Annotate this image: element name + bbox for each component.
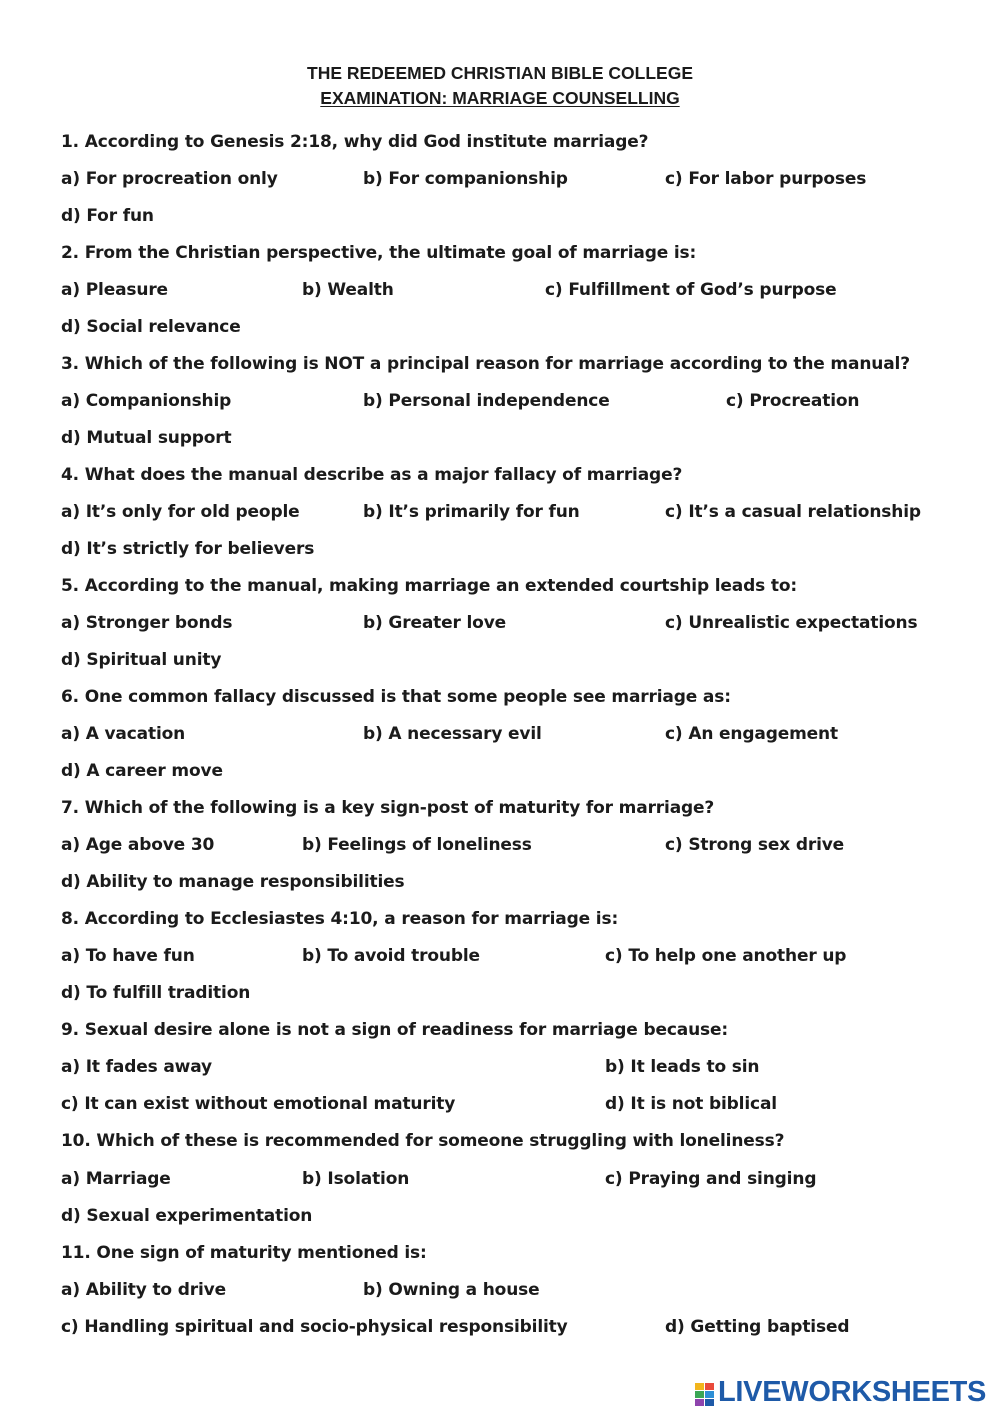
question-8-text: 8. According to Ecclesiastes 4:10, a reason for marriage is: bbox=[61, 909, 619, 929]
question-3-text: 3. Which of the following is NOT a principal reason for marriage according to the manual? bbox=[61, 354, 910, 374]
question-9-option-c[interactable]: c) It can exist without emotional maturity bbox=[61, 1094, 456, 1114]
liveworksheets-logo[interactable] bbox=[694, 1374, 986, 1410]
liveworksheets-logo-icon bbox=[694, 1377, 716, 1407]
question-7-option-a[interactable]: a) Age above 30 bbox=[61, 835, 215, 855]
question-2-option-a[interactable]: a) Pleasure bbox=[61, 280, 168, 300]
question-7-option-d[interactable]: d) Ability to manage responsibilities bbox=[61, 872, 405, 892]
question-6-option-a[interactable]: a) A vacation bbox=[61, 724, 186, 744]
question-1-option-a[interactable]: a) For procreation only bbox=[61, 169, 278, 189]
question-11-option-b[interactable]: b) Owning a house bbox=[363, 1280, 540, 1300]
question-5-text: 5. According to the manual, making marriage an extended courtship leads to: bbox=[61, 576, 798, 596]
question-9-option-b[interactable]: b) It leads to sin bbox=[605, 1057, 760, 1077]
question-7-text: 7. Which of the following is a key sign-post of maturity for marriage? bbox=[61, 798, 715, 818]
question-10-option-a[interactable]: a) Marriage bbox=[61, 1169, 171, 1189]
question-1-option-b[interactable]: b) For companionship bbox=[363, 169, 568, 189]
question-4-text: 4. What does the manual describe as a major fallacy of marriage? bbox=[61, 465, 683, 485]
question-4-option-a[interactable]: a) It’s only for old people bbox=[61, 502, 300, 522]
question-10-text: 10. Which of these is recommended for someone struggling with loneliness? bbox=[61, 1131, 785, 1151]
question-10-option-c[interactable]: c) Praying and singing bbox=[605, 1169, 817, 1189]
question-6-option-d[interactable]: d) A career move bbox=[61, 761, 223, 781]
question-11-option-c[interactable]: c) Handling spiritual and socio-physical responsibility bbox=[61, 1317, 568, 1337]
question-7-option-b[interactable]: b) Feelings of loneliness bbox=[302, 835, 532, 855]
question-6-option-b[interactable]: b) A necessary evil bbox=[363, 724, 542, 744]
question-6-option-c[interactable]: c) An engagement bbox=[665, 724, 838, 744]
question-2-option-b[interactable]: b) Wealth bbox=[302, 280, 394, 300]
question-3-option-b[interactable]: b) Personal independence bbox=[363, 391, 610, 411]
question-3-option-d[interactable]: d) Mutual support bbox=[61, 428, 232, 448]
question-6-text: 6. One common fallacy discussed is that some people see marriage as: bbox=[61, 687, 731, 707]
question-1-option-c[interactable]: c) For labor purposes bbox=[665, 169, 867, 189]
question-9-option-d[interactable]: d) It is not biblical bbox=[605, 1094, 777, 1114]
question-3-option-c[interactable]: c) Procreation bbox=[726, 391, 860, 411]
question-4-option-c[interactable]: c) It’s a casual relationship bbox=[665, 502, 921, 522]
question-4-option-d[interactable]: d) It’s strictly for believers bbox=[61, 539, 315, 559]
question-7-option-c[interactable]: c) Strong sex drive bbox=[665, 835, 845, 855]
question-4-option-b[interactable]: b) It’s primarily for fun bbox=[363, 502, 580, 522]
question-5-option-a[interactable]: a) Stronger bonds bbox=[61, 613, 233, 633]
question-3-option-a[interactable]: a) Companionship bbox=[61, 391, 232, 411]
question-10-option-d[interactable]: d) Sexual experimentation bbox=[61, 1206, 313, 1226]
question-8-option-b[interactable]: b) To avoid trouble bbox=[302, 946, 480, 966]
question-1-text: 1. According to Genesis 2:18, why did God institute marriage? bbox=[61, 132, 649, 152]
question-8-option-c[interactable]: c) To help one another up bbox=[605, 946, 847, 966]
question-8-option-d[interactable]: d) To fulfill tradition bbox=[61, 983, 251, 1003]
institution-title: THE REDEEMED CHRISTIAN BIBLE COLLEGE bbox=[307, 63, 693, 83]
question-5-option-b[interactable]: b) Greater love bbox=[363, 613, 507, 633]
question-5-option-d[interactable]: d) Spiritual unity bbox=[61, 650, 222, 670]
question-2-option-c[interactable]: c) Fulfillment of God’s purpose bbox=[545, 280, 837, 300]
question-5-option-c[interactable]: c) Unrealistic expectations bbox=[665, 613, 918, 633]
question-2-option-d[interactable]: d) Social relevance bbox=[61, 317, 241, 337]
question-9-option-a[interactable]: a) It fades away bbox=[61, 1057, 212, 1077]
question-11-option-d[interactable]: d) Getting baptised bbox=[665, 1317, 850, 1337]
question-1-option-d[interactable]: d) For fun bbox=[61, 206, 154, 226]
question-10-option-b[interactable]: b) Isolation bbox=[302, 1169, 410, 1189]
question-2-text: 2. From the Christian perspective, the ultimate goal of marriage is: bbox=[61, 243, 697, 263]
liveworksheets-logo-text: LIVEWORKSHEETS bbox=[718, 1375, 987, 1408]
exam-title: EXAMINATION: MARRIAGE COUNSELLING bbox=[320, 88, 680, 108]
question-8-option-a[interactable]: a) To have fun bbox=[61, 946, 195, 966]
question-11-text: 11. One sign of maturity mentioned is: bbox=[61, 1243, 427, 1263]
question-9-text: 9. Sexual desire alone is not a sign of readiness for marriage because: bbox=[61, 1020, 729, 1040]
question-11-option-a[interactable]: a) Ability to drive bbox=[61, 1280, 226, 1300]
